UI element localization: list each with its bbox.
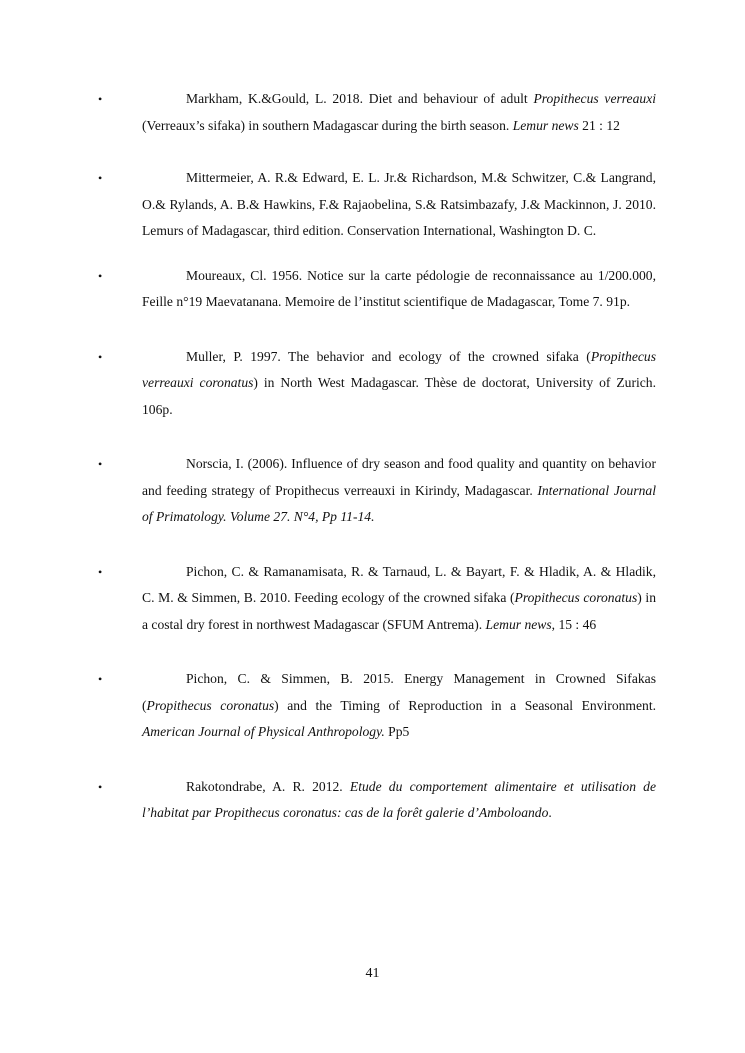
reference-text: ) in North West Madagascar. Thèse de doctorat, University of Zurich. 106p.: [142, 375, 656, 417]
reference-text: Pichon, C. & Ramanamisata, R. & Tarnaud, L. & Bayart, F. & Hladik, A. & Hladik, C. M. & Simmen, B. 2010. Feeding ecology of the crowned sifaka (: [142, 563, 656, 605]
reference-text: 21 : 12: [578, 117, 620, 133]
reference-text: Moureaux, Cl. 1956. Notice sur la carte pédologie de reconnaissance au 1/200.000, Feille n°19 Maevatanana. Memoire de l’institut scientifique de Madagascar, Tome 7. 91p.: [142, 267, 656, 309]
reference-text: .: [548, 805, 552, 820]
reference-text: Pichon, C. & Simmen, B. 2015. Energy Management in Crowned Sifakas (: [142, 671, 656, 713]
reference-item: [98, 344, 656, 424]
reference-text: Muller, P. 1997. The behavior and ecology of the crowned sifaka (: [186, 348, 591, 364]
reference-italic-text: American Journal of Physical Anthropology.: [142, 724, 385, 739]
bullet-icon: •: [98, 349, 103, 364]
reference-text: , 15 : 46: [551, 616, 597, 632]
reference-text: ) and the Timing of Reproduction in a Seasonal Environment.: [274, 697, 656, 713]
reference-list: [98, 86, 657, 853]
reference-text: Norscia, I. (2006). Influence of dry season and food quality and quantity on behavior and feeding strategy of Propithecus verreauxi in Kirindy, Madagascar.: [142, 456, 656, 498]
reference-text: (Verreaux’s sifaka) in southern Madagascar during the birth season.: [142, 117, 513, 133]
reference-italic-text: Propithecus coronatus: [514, 590, 638, 605]
reference-italic-text: Propithecus verreauxi coronatus: [142, 348, 656, 390]
reference-text: Rakotondrabe, A. R. 2012.: [186, 778, 350, 794]
reference-item: [98, 666, 656, 746]
reference-item: [98, 451, 656, 531]
bullet-icon: •: [98, 92, 103, 106]
reference-item: [98, 559, 656, 639]
reference-italic-text: Etude du comportement alimentaire et utilisation de l’habitat par Propithecus coronatus: cas de la forêt galerie d’Amboloando: [142, 778, 657, 820]
bullet-icon: •: [98, 171, 103, 185]
reference-italic-text: International Journal of Primatology. Volume 27. N°4, Pp 11-14.: [142, 482, 656, 524]
bullet-icon: •: [98, 779, 103, 794]
reference-italic-text: Lemur news: [512, 117, 579, 133]
reference-italic-text: Propithecus coronatus: [146, 697, 275, 713]
reference-italic-text: Lemur news: [485, 616, 552, 632]
reference-item: [98, 774, 657, 827]
bullet-icon: •: [98, 672, 103, 686]
reference-text: Pp5: [384, 724, 410, 739]
reference-item: [98, 165, 656, 245]
reference-item: [98, 263, 656, 316]
reference-item: [98, 86, 656, 139]
reference-text: ) in a costal dry forest in northwest Madagascar (SFUM Antrema).: [142, 590, 656, 632]
page-number: 41: [365, 966, 380, 981]
bullet-icon: •: [98, 564, 103, 579]
bullet-icon: •: [98, 268, 103, 283]
reference-italic-text: Propithecus verreauxi: [533, 91, 656, 106]
bullet-icon: •: [98, 457, 103, 471]
reference-text: Markham, K.&Gould, L. 2018. Diet and behaviour of adult: [186, 91, 534, 106]
reference-text: Mittermeier, A. R.& Edward, E. L. Jr.& Richardson, M.& Schwitzer, C.& Langrand, O.& Rylands, A. B.& Hawkins, F.& Rajaobelina, S.& Ratsimbazafy, J.& Mackinnon, J. 2010. Lemurs of Madagascar, third edition. Conservation International, Washington D. C.: [142, 170, 656, 238]
